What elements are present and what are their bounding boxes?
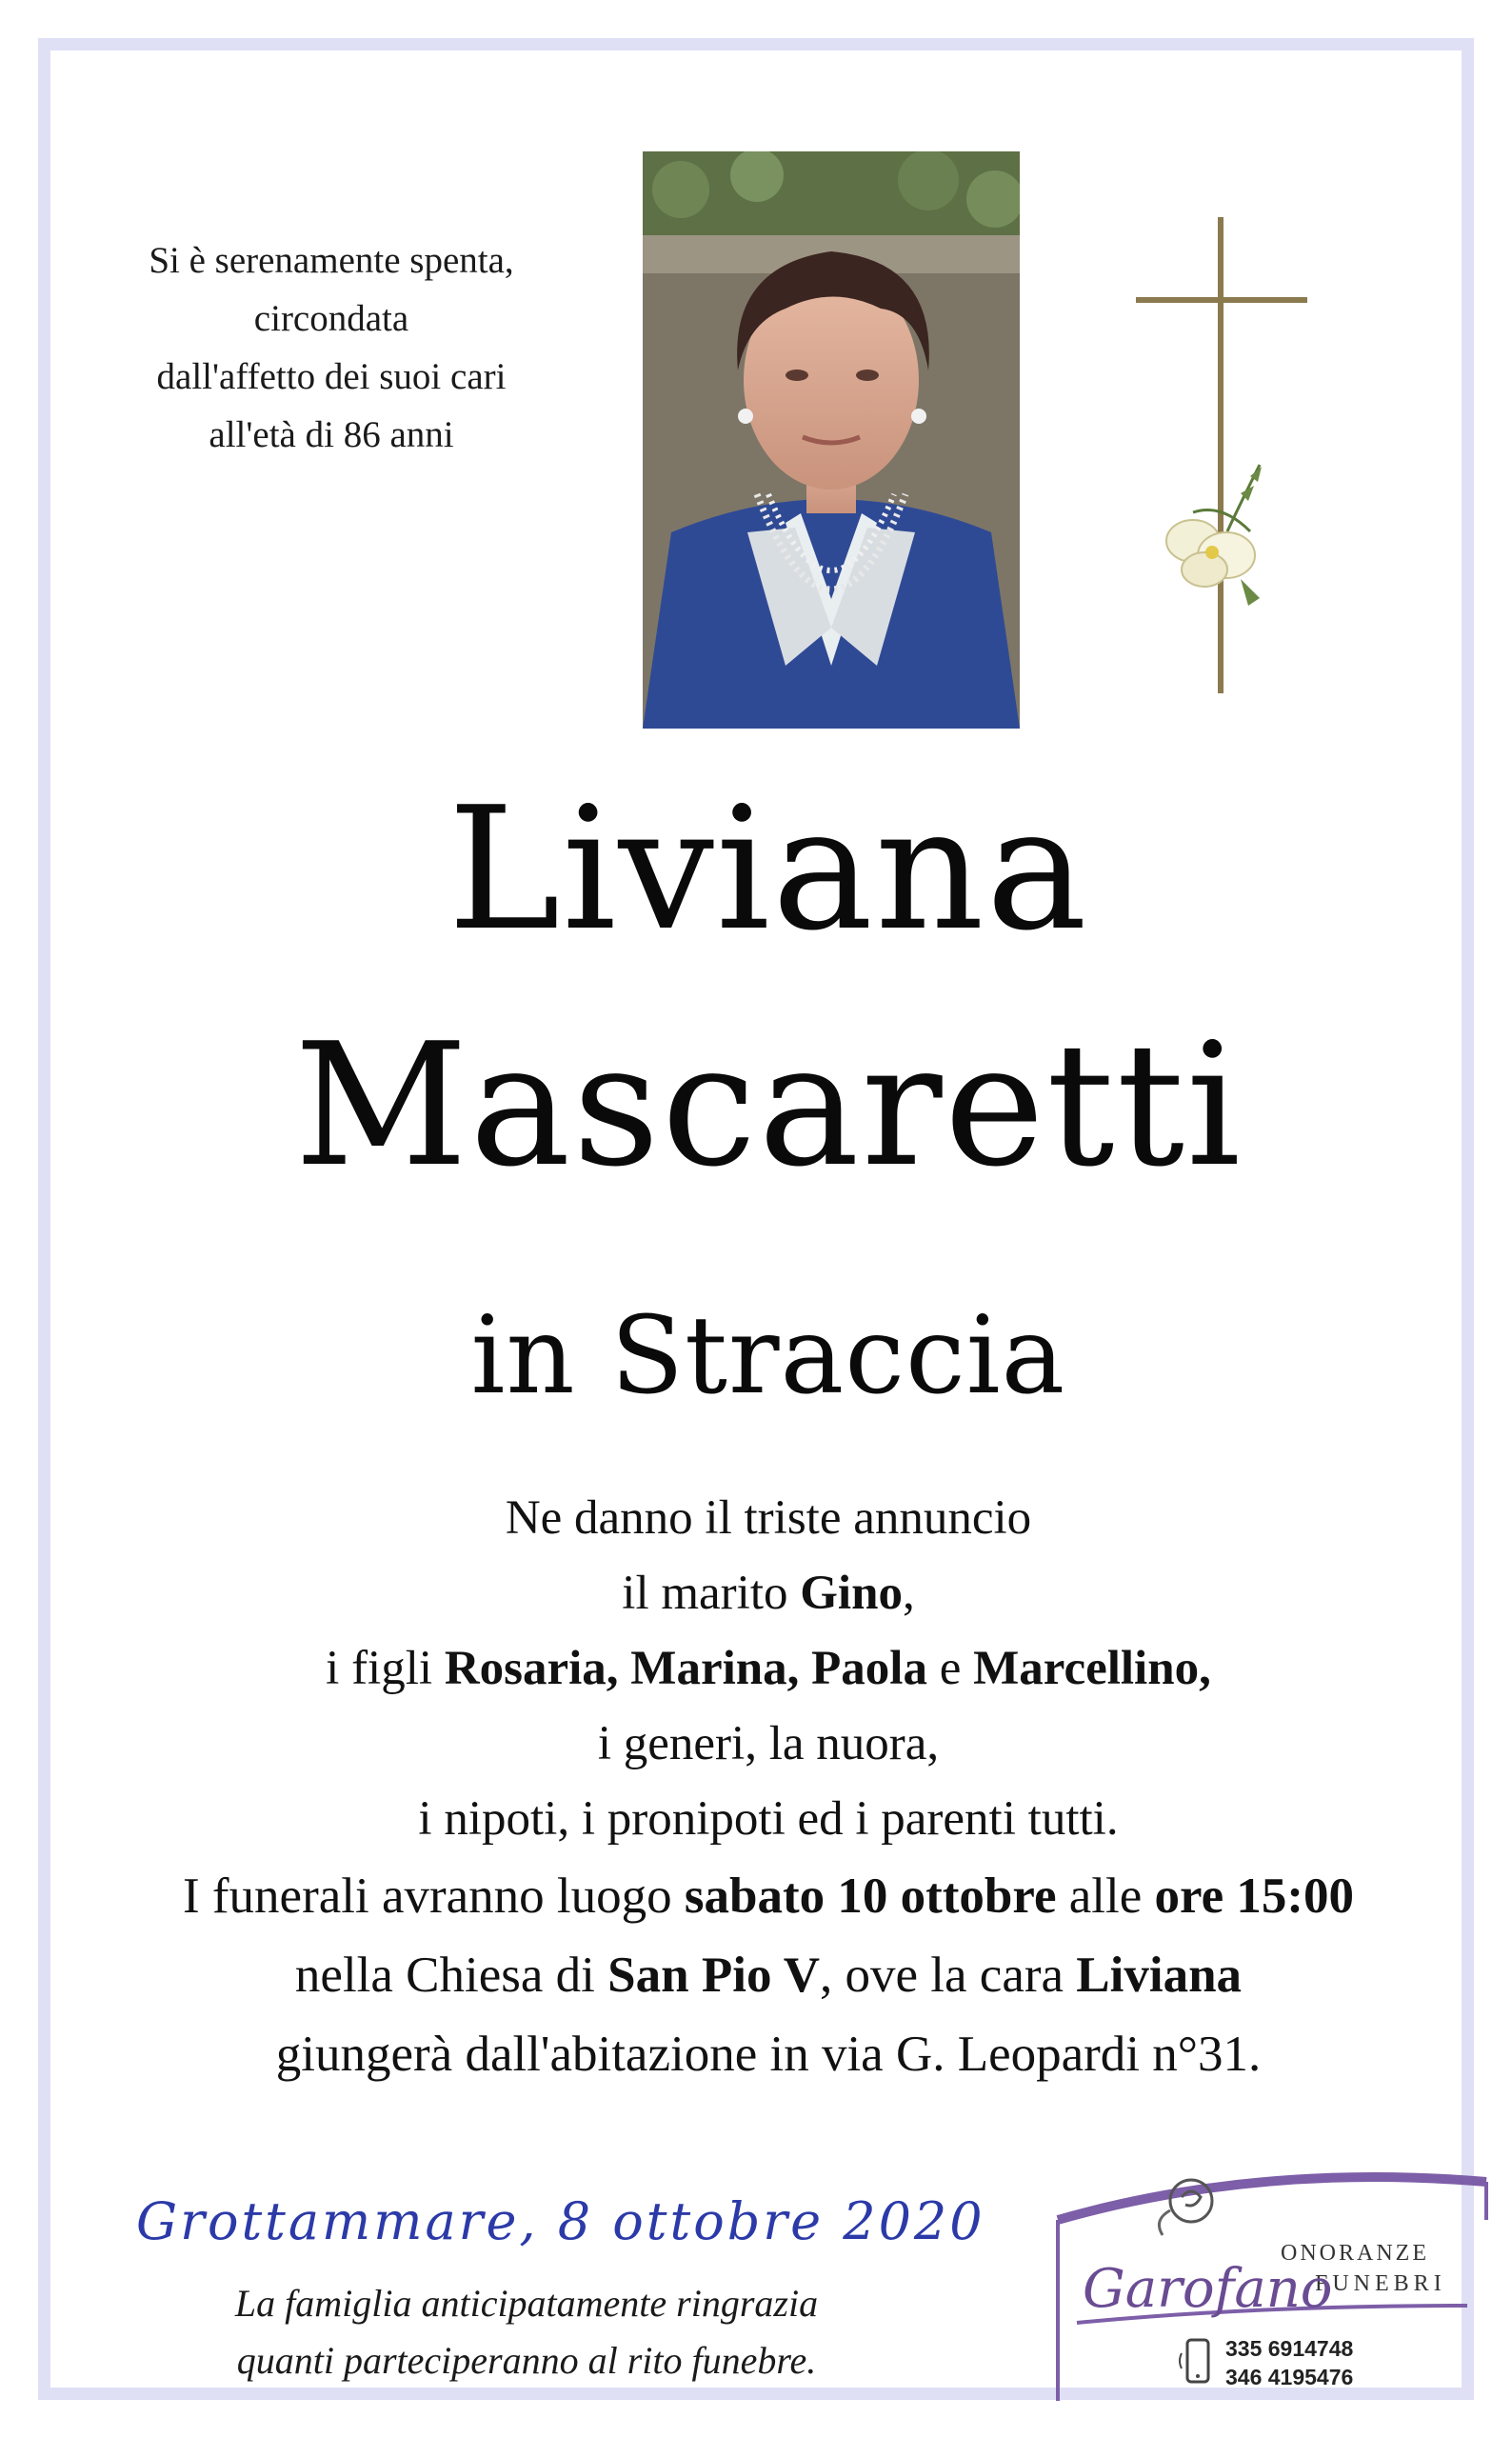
church-name: San Pio V xyxy=(607,1948,821,2003)
announcement-line xyxy=(50,1556,1486,1631)
children-last-name: Marcellino, xyxy=(973,1642,1211,1695)
funeral-home-logo xyxy=(1048,2163,1496,2412)
obituary-card xyxy=(38,38,1474,2400)
husband-name: Gino xyxy=(800,1567,903,1620)
intro-line: Si è serenamente spenta, xyxy=(149,240,514,281)
announcement-line: i generi, la nuora, xyxy=(597,1717,940,1770)
funeral-date: sabato 10 ottobre xyxy=(684,1868,1057,1924)
text-span: alle xyxy=(1056,1868,1155,1924)
text-span: I funerali avranno luogo xyxy=(183,1868,685,1924)
place-date: Grottammare, 8 ottobre 2020 xyxy=(136,2191,985,2251)
deceased-first-name: Liviana xyxy=(448,770,1089,968)
text-span: e xyxy=(926,1642,974,1695)
portrait-illustration xyxy=(643,151,1020,729)
text-span: , xyxy=(902,1567,915,1620)
funeral-line xyxy=(50,1936,1486,2015)
intro-text xyxy=(108,231,555,464)
deceased-name-inline: Liviana xyxy=(1076,1948,1243,2003)
cross-icon xyxy=(1136,217,1307,693)
thanks-text xyxy=(127,2275,926,2389)
text-span: i figli xyxy=(326,1642,445,1695)
married-name: in Straccia xyxy=(470,1294,1066,1418)
funeral-line: giungerà dall'abitazione in via G. Leopardi n°31. xyxy=(275,2027,1262,2082)
intro-line: dall'affetto dei suoi cari xyxy=(156,356,507,397)
thanks-line: La famiglia anticipatamente ringrazia xyxy=(234,2282,819,2325)
announcement-line: i nipoti, i pronipoti ed i parenti tutti. xyxy=(418,1792,1119,1846)
announcement-line: Ne danno il triste annuncio xyxy=(505,1491,1032,1545)
thanks-line: quanti parteciperanno al rito funebre. xyxy=(236,2339,817,2382)
logo-top-text: ONORANZE xyxy=(1281,2241,1429,2266)
intro-line: all'età di 86 anni xyxy=(209,414,454,455)
phone-icon xyxy=(1178,2334,1216,2391)
funeral-line xyxy=(50,1857,1486,1936)
text-span: il marito xyxy=(622,1567,801,1620)
text-span: nella Chiesa di xyxy=(294,1948,608,2003)
text-span: , ove la cara xyxy=(820,1948,1077,2003)
logo-wordmark: Garofano xyxy=(1083,2258,1333,2320)
announcement-line xyxy=(50,1631,1486,1707)
children-names: Rosaria, Marina, Paola xyxy=(444,1642,927,1695)
intro-line: circondata xyxy=(253,298,409,339)
announcement-text xyxy=(50,1481,1486,2094)
phone-number: 346 4195476 xyxy=(1225,2365,1354,2389)
phone-number: 335 6914748 xyxy=(1225,2336,1354,2361)
logo-bottom-text: FUNEBRI xyxy=(1315,2271,1446,2296)
deceased-last-name: Mascaretti xyxy=(294,1007,1243,1204)
funeral-time: ore 15:00 xyxy=(1154,1868,1354,1924)
portrait-photo xyxy=(643,151,1020,729)
phone-numbers xyxy=(1225,2334,1353,2391)
